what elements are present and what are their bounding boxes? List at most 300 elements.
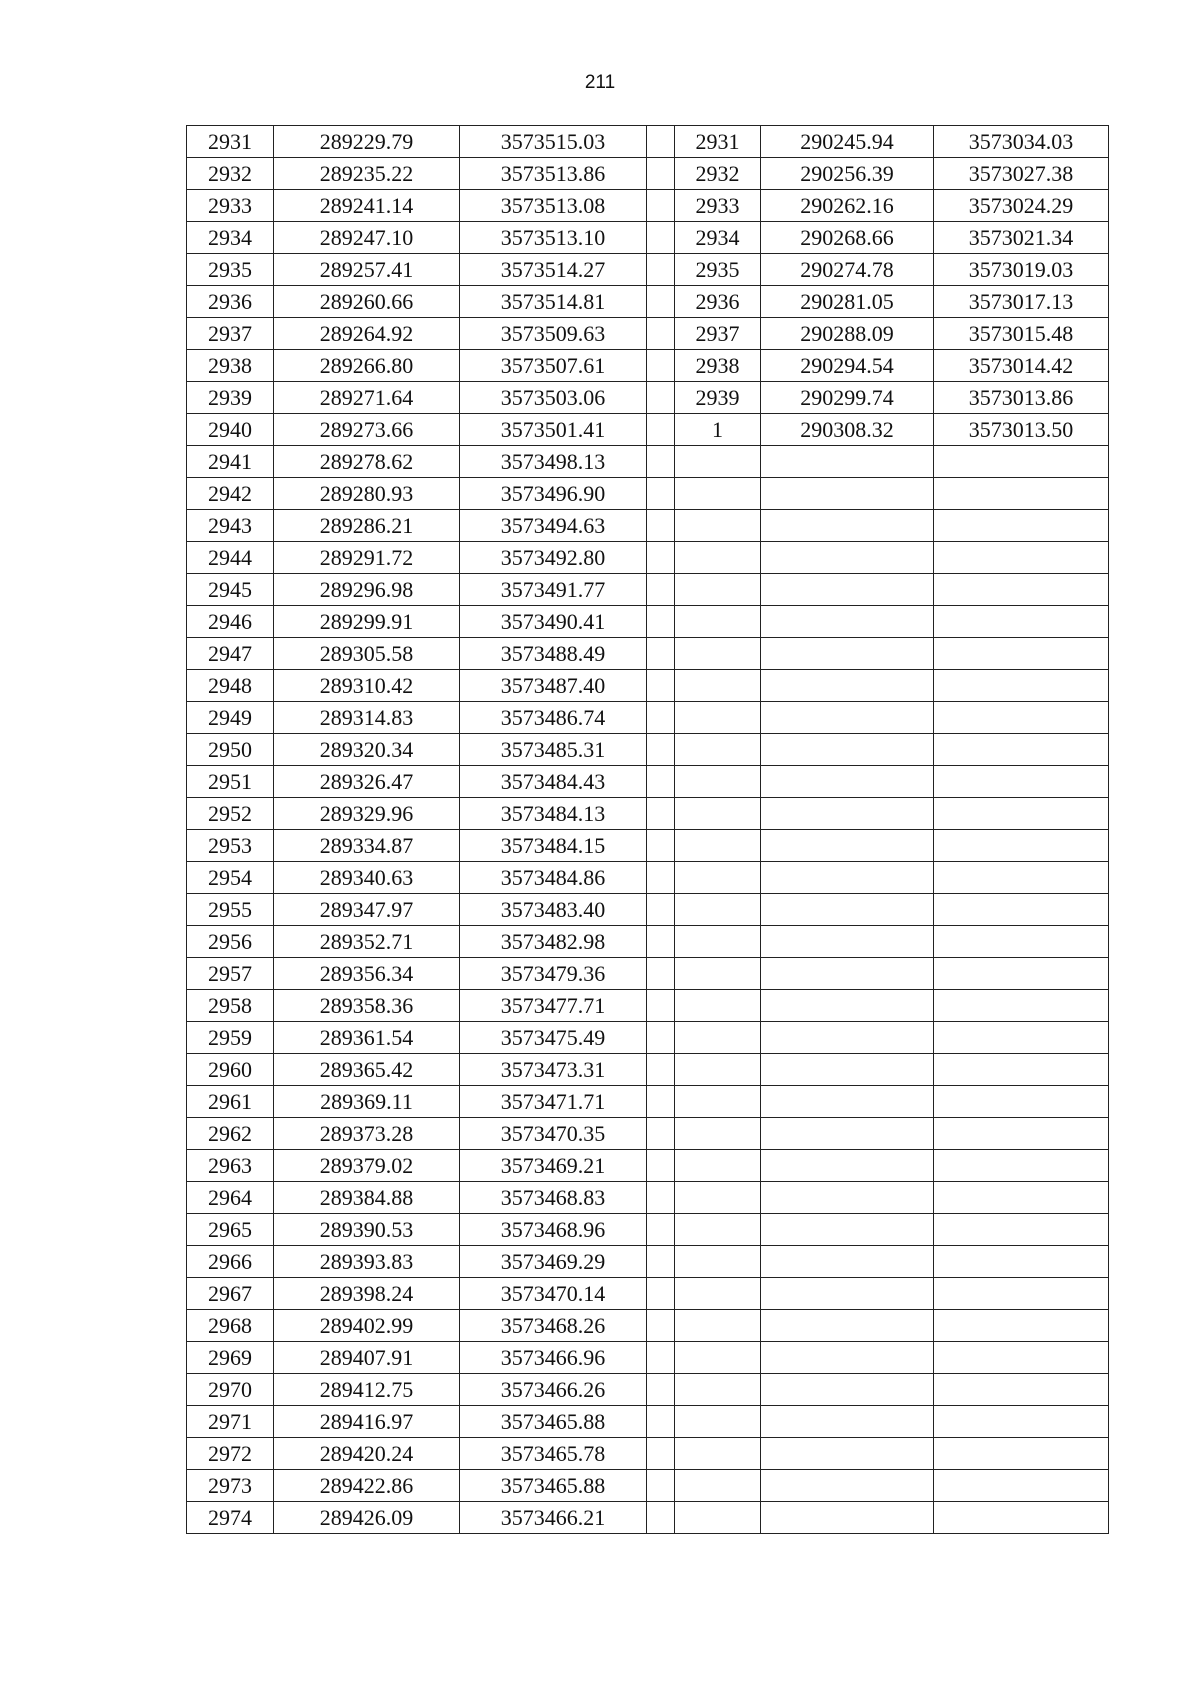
right-x-coordinate-cell (761, 990, 934, 1022)
left-x-coordinate-cell: 289398.24 (274, 1278, 460, 1310)
left-y-coordinate-cell: 3573513.08 (460, 190, 647, 222)
left-point-number-cell: 2974 (187, 1502, 274, 1534)
table-row (187, 1086, 1109, 1118)
left-y-coordinate-cell: 3573468.96 (460, 1214, 647, 1246)
table-row (187, 894, 1109, 926)
table-row (187, 766, 1109, 798)
right-y-coordinate-cell (934, 1470, 1109, 1502)
separator-cell (647, 1118, 675, 1150)
right-point-number-cell (675, 670, 761, 702)
left-point-number-cell: 2946 (187, 606, 274, 638)
left-y-coordinate-cell: 3573470.35 (460, 1118, 647, 1150)
right-point-number-cell (675, 798, 761, 830)
left-x-coordinate-cell: 289358.36 (274, 990, 460, 1022)
left-y-coordinate-cell: 3573514.81 (460, 286, 647, 318)
table-row (187, 350, 1109, 382)
right-point-number-cell (675, 734, 761, 766)
right-point-number-cell (675, 1246, 761, 1278)
right-y-coordinate-cell (934, 1182, 1109, 1214)
left-y-coordinate-cell: 3573471.71 (460, 1086, 647, 1118)
left-x-coordinate-cell: 289407.91 (274, 1342, 460, 1374)
right-point-number-cell (675, 1278, 761, 1310)
right-x-coordinate-cell (761, 1022, 934, 1054)
left-y-coordinate-cell: 3573470.14 (460, 1278, 647, 1310)
left-y-coordinate-cell: 3573465.88 (460, 1406, 647, 1438)
right-point-number-cell (675, 958, 761, 990)
right-x-coordinate-cell: 290288.09 (761, 318, 934, 350)
left-point-number-cell: 2944 (187, 542, 274, 574)
right-point-number-cell (675, 1022, 761, 1054)
table-row (187, 1470, 1109, 1502)
right-x-coordinate-cell (761, 478, 934, 510)
right-y-coordinate-cell (934, 1118, 1109, 1150)
right-y-coordinate-cell (934, 1246, 1109, 1278)
separator-cell (647, 990, 675, 1022)
left-point-number-cell: 2938 (187, 350, 274, 382)
left-y-coordinate-cell: 3573513.86 (460, 158, 647, 190)
right-point-number-cell (675, 1470, 761, 1502)
right-point-number-cell (675, 510, 761, 542)
coordinates-table-body (187, 126, 1109, 1534)
left-x-coordinate-cell: 289235.22 (274, 158, 460, 190)
right-x-coordinate-cell (761, 1342, 934, 1374)
right-x-coordinate-cell (761, 638, 934, 670)
right-x-coordinate-cell (761, 1406, 934, 1438)
separator-cell (647, 1310, 675, 1342)
table-row (187, 1118, 1109, 1150)
right-x-coordinate-cell (761, 1214, 934, 1246)
separator-cell (647, 190, 675, 222)
table-row (187, 158, 1109, 190)
left-point-number-cell: 2964 (187, 1182, 274, 1214)
left-point-number-cell: 2957 (187, 958, 274, 990)
right-y-coordinate-cell (934, 1278, 1109, 1310)
right-x-coordinate-cell (761, 734, 934, 766)
separator-cell (647, 1150, 675, 1182)
left-y-coordinate-cell: 3573494.63 (460, 510, 647, 542)
right-x-coordinate-cell (761, 670, 934, 702)
left-x-coordinate-cell: 289280.93 (274, 478, 460, 510)
right-y-coordinate-cell (934, 894, 1109, 926)
separator-cell (647, 510, 675, 542)
left-x-coordinate-cell: 289266.80 (274, 350, 460, 382)
right-x-coordinate-cell (761, 1086, 934, 1118)
right-point-number-cell (675, 1438, 761, 1470)
right-point-number-cell: 2931 (675, 126, 761, 158)
right-point-number-cell (675, 478, 761, 510)
left-x-coordinate-cell: 289334.87 (274, 830, 460, 862)
right-x-coordinate-cell (761, 574, 934, 606)
left-y-coordinate-cell: 3573468.26 (460, 1310, 647, 1342)
left-x-coordinate-cell: 289264.92 (274, 318, 460, 350)
table-row (187, 126, 1109, 158)
left-x-coordinate-cell: 289278.62 (274, 446, 460, 478)
table-row (187, 1502, 1109, 1534)
left-x-coordinate-cell: 289241.14 (274, 190, 460, 222)
table-row (187, 190, 1109, 222)
right-y-coordinate-cell (934, 1214, 1109, 1246)
right-y-coordinate-cell (934, 638, 1109, 670)
left-x-coordinate-cell: 289365.42 (274, 1054, 460, 1086)
separator-cell (647, 798, 675, 830)
table-row (187, 734, 1109, 766)
table-row (187, 670, 1109, 702)
left-x-coordinate-cell: 289384.88 (274, 1182, 460, 1214)
right-x-coordinate-cell (761, 830, 934, 862)
separator-cell (647, 222, 675, 254)
table-row (187, 446, 1109, 478)
right-point-number-cell (675, 1374, 761, 1406)
left-x-coordinate-cell: 289247.10 (274, 222, 460, 254)
separator-cell (647, 1470, 675, 1502)
table-row (187, 478, 1109, 510)
left-point-number-cell: 2932 (187, 158, 274, 190)
left-y-coordinate-cell: 3573507.61 (460, 350, 647, 382)
table-row (187, 1406, 1109, 1438)
separator-cell (647, 542, 675, 574)
right-x-coordinate-cell: 290256.39 (761, 158, 934, 190)
right-x-coordinate-cell: 290294.54 (761, 350, 934, 382)
left-point-number-cell: 2939 (187, 382, 274, 414)
right-x-coordinate-cell (761, 1054, 934, 1086)
left-x-coordinate-cell: 289314.83 (274, 702, 460, 734)
right-x-coordinate-cell (761, 1310, 934, 1342)
table-row (187, 926, 1109, 958)
left-x-coordinate-cell: 289291.72 (274, 542, 460, 574)
separator-cell (647, 254, 675, 286)
table-row (187, 1278, 1109, 1310)
page-number: 211 (584, 72, 616, 93)
separator-cell (647, 478, 675, 510)
separator-cell (647, 126, 675, 158)
right-point-number-cell: 2937 (675, 318, 761, 350)
left-point-number-cell: 2953 (187, 830, 274, 862)
right-y-coordinate-cell (934, 1310, 1109, 1342)
left-x-coordinate-cell: 289229.79 (274, 126, 460, 158)
left-y-coordinate-cell: 3573498.13 (460, 446, 647, 478)
left-point-number-cell: 2947 (187, 638, 274, 670)
left-x-coordinate-cell: 289379.02 (274, 1150, 460, 1182)
right-x-coordinate-cell: 290274.78 (761, 254, 934, 286)
right-x-coordinate-cell (761, 1246, 934, 1278)
left-point-number-cell: 2936 (187, 286, 274, 318)
right-x-coordinate-cell (761, 446, 934, 478)
right-y-coordinate-cell: 3573013.86 (934, 382, 1109, 414)
left-point-number-cell: 2965 (187, 1214, 274, 1246)
right-y-coordinate-cell (934, 798, 1109, 830)
right-y-coordinate-cell (934, 830, 1109, 862)
left-point-number-cell: 2956 (187, 926, 274, 958)
right-y-coordinate-cell (934, 702, 1109, 734)
left-point-number-cell: 2969 (187, 1342, 274, 1374)
right-point-number-cell (675, 702, 761, 734)
left-point-number-cell: 2949 (187, 702, 274, 734)
table-row (187, 318, 1109, 350)
right-x-coordinate-cell (761, 894, 934, 926)
separator-cell (647, 574, 675, 606)
left-x-coordinate-cell: 289352.71 (274, 926, 460, 958)
table-row (187, 382, 1109, 414)
right-y-coordinate-cell (934, 670, 1109, 702)
left-point-number-cell: 2962 (187, 1118, 274, 1150)
left-y-coordinate-cell: 3573486.74 (460, 702, 647, 734)
left-y-coordinate-cell: 3573465.88 (460, 1470, 647, 1502)
table-row (187, 542, 1109, 574)
left-y-coordinate-cell: 3573484.43 (460, 766, 647, 798)
left-x-coordinate-cell: 289299.91 (274, 606, 460, 638)
table-row (187, 574, 1109, 606)
right-point-number-cell (675, 446, 761, 478)
separator-cell (647, 1182, 675, 1214)
separator-cell (647, 414, 675, 446)
table-row (187, 222, 1109, 254)
left-x-coordinate-cell: 289260.66 (274, 286, 460, 318)
left-point-number-cell: 2941 (187, 446, 274, 478)
right-y-coordinate-cell: 3573021.34 (934, 222, 1109, 254)
table-row (187, 702, 1109, 734)
right-y-coordinate-cell (934, 542, 1109, 574)
left-x-coordinate-cell: 289305.58 (274, 638, 460, 670)
right-x-coordinate-cell (761, 1118, 934, 1150)
left-y-coordinate-cell: 3573483.40 (460, 894, 647, 926)
right-point-number-cell (675, 894, 761, 926)
left-x-coordinate-cell: 289402.99 (274, 1310, 460, 1342)
left-x-coordinate-cell: 289310.42 (274, 670, 460, 702)
left-y-coordinate-cell: 3573509.63 (460, 318, 647, 350)
right-point-number-cell (675, 542, 761, 574)
left-y-coordinate-cell: 3573469.21 (460, 1150, 647, 1182)
left-y-coordinate-cell: 3573503.06 (460, 382, 647, 414)
right-point-number-cell: 2933 (675, 190, 761, 222)
left-y-coordinate-cell: 3573477.71 (460, 990, 647, 1022)
left-point-number-cell: 2937 (187, 318, 274, 350)
right-y-coordinate-cell: 3573017.13 (934, 286, 1109, 318)
right-point-number-cell: 1 (675, 414, 761, 446)
left-y-coordinate-cell: 3573487.40 (460, 670, 647, 702)
left-point-number-cell: 2942 (187, 478, 274, 510)
right-point-number-cell: 2932 (675, 158, 761, 190)
left-point-number-cell: 2960 (187, 1054, 274, 1086)
right-point-number-cell (675, 574, 761, 606)
right-y-coordinate-cell (934, 766, 1109, 798)
table-row (187, 606, 1109, 638)
left-x-coordinate-cell: 289320.34 (274, 734, 460, 766)
left-point-number-cell: 2963 (187, 1150, 274, 1182)
right-y-coordinate-cell (934, 1502, 1109, 1534)
separator-cell (647, 958, 675, 990)
right-point-number-cell (675, 1342, 761, 1374)
right-point-number-cell (675, 1502, 761, 1534)
left-y-coordinate-cell: 3573479.36 (460, 958, 647, 990)
left-point-number-cell: 2935 (187, 254, 274, 286)
left-point-number-cell: 2952 (187, 798, 274, 830)
right-x-coordinate-cell: 290262.16 (761, 190, 934, 222)
left-x-coordinate-cell: 289296.98 (274, 574, 460, 606)
right-y-coordinate-cell: 3573014.42 (934, 350, 1109, 382)
right-point-number-cell (675, 766, 761, 798)
right-y-coordinate-cell (934, 1374, 1109, 1406)
right-x-coordinate-cell (761, 1278, 934, 1310)
separator-cell (647, 1502, 675, 1534)
left-y-coordinate-cell: 3573490.41 (460, 606, 647, 638)
right-point-number-cell (675, 1086, 761, 1118)
left-x-coordinate-cell: 289393.83 (274, 1246, 460, 1278)
left-point-number-cell: 2959 (187, 1022, 274, 1054)
table-row (187, 1022, 1109, 1054)
table-row (187, 1054, 1109, 1086)
left-point-number-cell: 2972 (187, 1438, 274, 1470)
right-x-coordinate-cell (761, 958, 934, 990)
right-x-coordinate-cell (761, 1438, 934, 1470)
right-y-coordinate-cell: 3573027.38 (934, 158, 1109, 190)
separator-cell (647, 894, 675, 926)
right-point-number-cell (675, 1182, 761, 1214)
right-point-number-cell: 2938 (675, 350, 761, 382)
left-x-coordinate-cell: 289286.21 (274, 510, 460, 542)
left-y-coordinate-cell: 3573473.31 (460, 1054, 647, 1086)
left-y-coordinate-cell: 3573465.78 (460, 1438, 647, 1470)
right-point-number-cell (675, 862, 761, 894)
right-y-coordinate-cell: 3573034.03 (934, 126, 1109, 158)
left-point-number-cell: 2967 (187, 1278, 274, 1310)
right-point-number-cell (675, 638, 761, 670)
left-x-coordinate-cell: 289416.97 (274, 1406, 460, 1438)
separator-cell (647, 1246, 675, 1278)
left-point-number-cell: 2961 (187, 1086, 274, 1118)
right-x-coordinate-cell (761, 542, 934, 574)
left-x-coordinate-cell: 289422.86 (274, 1470, 460, 1502)
right-y-coordinate-cell (934, 990, 1109, 1022)
left-y-coordinate-cell: 3573513.10 (460, 222, 647, 254)
left-x-coordinate-cell: 289273.66 (274, 414, 460, 446)
left-point-number-cell: 2971 (187, 1406, 274, 1438)
right-point-number-cell (675, 926, 761, 958)
separator-cell (647, 1022, 675, 1054)
left-point-number-cell: 2954 (187, 862, 274, 894)
separator-cell (647, 606, 675, 638)
right-x-coordinate-cell: 290308.32 (761, 414, 934, 446)
separator-cell (647, 382, 675, 414)
table-row (187, 1150, 1109, 1182)
right-point-number-cell (675, 1054, 761, 1086)
left-y-coordinate-cell: 3573475.49 (460, 1022, 647, 1054)
right-point-number-cell (675, 1214, 761, 1246)
left-y-coordinate-cell: 3573515.03 (460, 126, 647, 158)
right-y-coordinate-cell (934, 1342, 1109, 1374)
separator-cell (647, 766, 675, 798)
left-y-coordinate-cell: 3573469.29 (460, 1246, 647, 1278)
separator-cell (647, 1278, 675, 1310)
table-row (187, 798, 1109, 830)
left-x-coordinate-cell: 289329.96 (274, 798, 460, 830)
separator-cell (647, 638, 675, 670)
left-x-coordinate-cell: 289361.54 (274, 1022, 460, 1054)
right-x-coordinate-cell (761, 862, 934, 894)
right-point-number-cell (675, 1150, 761, 1182)
left-point-number-cell: 2955 (187, 894, 274, 926)
left-y-coordinate-cell: 3573466.21 (460, 1502, 647, 1534)
separator-cell (647, 1054, 675, 1086)
right-point-number-cell: 2936 (675, 286, 761, 318)
separator-cell (647, 702, 675, 734)
left-point-number-cell: 2958 (187, 990, 274, 1022)
right-point-number-cell: 2939 (675, 382, 761, 414)
left-point-number-cell: 2966 (187, 1246, 274, 1278)
left-point-number-cell: 2948 (187, 670, 274, 702)
table-row (187, 510, 1109, 542)
left-y-coordinate-cell: 3573485.31 (460, 734, 647, 766)
separator-cell (647, 926, 675, 958)
separator-cell (647, 1406, 675, 1438)
right-y-coordinate-cell (934, 1150, 1109, 1182)
right-x-coordinate-cell (761, 606, 934, 638)
right-point-number-cell (675, 830, 761, 862)
separator-cell (647, 1214, 675, 1246)
right-y-coordinate-cell (934, 1406, 1109, 1438)
left-point-number-cell: 2945 (187, 574, 274, 606)
right-x-coordinate-cell (761, 1182, 934, 1214)
separator-cell (647, 158, 675, 190)
table-row (187, 1374, 1109, 1406)
right-point-number-cell (675, 990, 761, 1022)
coordinates-table (186, 125, 1109, 1534)
left-x-coordinate-cell: 289426.09 (274, 1502, 460, 1534)
table-row (187, 990, 1109, 1022)
right-point-number-cell: 2935 (675, 254, 761, 286)
right-x-coordinate-cell: 290268.66 (761, 222, 934, 254)
table-row (187, 1438, 1109, 1470)
table-row (187, 1310, 1109, 1342)
right-y-coordinate-cell (934, 926, 1109, 958)
left-x-coordinate-cell: 289412.75 (274, 1374, 460, 1406)
right-y-coordinate-cell: 3573015.48 (934, 318, 1109, 350)
right-point-number-cell (675, 606, 761, 638)
table-row (187, 830, 1109, 862)
separator-cell (647, 670, 675, 702)
right-y-coordinate-cell (934, 1054, 1109, 1086)
table-row (187, 862, 1109, 894)
left-x-coordinate-cell: 289420.24 (274, 1438, 460, 1470)
right-x-coordinate-cell (761, 766, 934, 798)
left-point-number-cell: 2973 (187, 1470, 274, 1502)
left-y-coordinate-cell: 3573488.49 (460, 638, 647, 670)
left-x-coordinate-cell: 289373.28 (274, 1118, 460, 1150)
right-y-coordinate-cell (934, 862, 1109, 894)
separator-cell (647, 1438, 675, 1470)
right-y-coordinate-cell: 3573013.50 (934, 414, 1109, 446)
right-y-coordinate-cell (934, 478, 1109, 510)
table-row (187, 958, 1109, 990)
right-y-coordinate-cell (934, 1086, 1109, 1118)
table-row (187, 1214, 1109, 1246)
left-x-coordinate-cell: 289390.53 (274, 1214, 460, 1246)
separator-cell (647, 862, 675, 894)
left-x-coordinate-cell: 289271.64 (274, 382, 460, 414)
right-x-coordinate-cell (761, 1470, 934, 1502)
right-y-coordinate-cell (934, 958, 1109, 990)
left-y-coordinate-cell: 3573492.80 (460, 542, 647, 574)
left-point-number-cell: 2940 (187, 414, 274, 446)
table-row (187, 286, 1109, 318)
left-y-coordinate-cell: 3573496.90 (460, 478, 647, 510)
right-x-coordinate-cell (761, 510, 934, 542)
separator-cell (647, 830, 675, 862)
table-row (187, 638, 1109, 670)
left-y-coordinate-cell: 3573482.98 (460, 926, 647, 958)
right-y-coordinate-cell (934, 1438, 1109, 1470)
separator-cell (647, 1086, 675, 1118)
right-y-coordinate-cell: 3573019.03 (934, 254, 1109, 286)
